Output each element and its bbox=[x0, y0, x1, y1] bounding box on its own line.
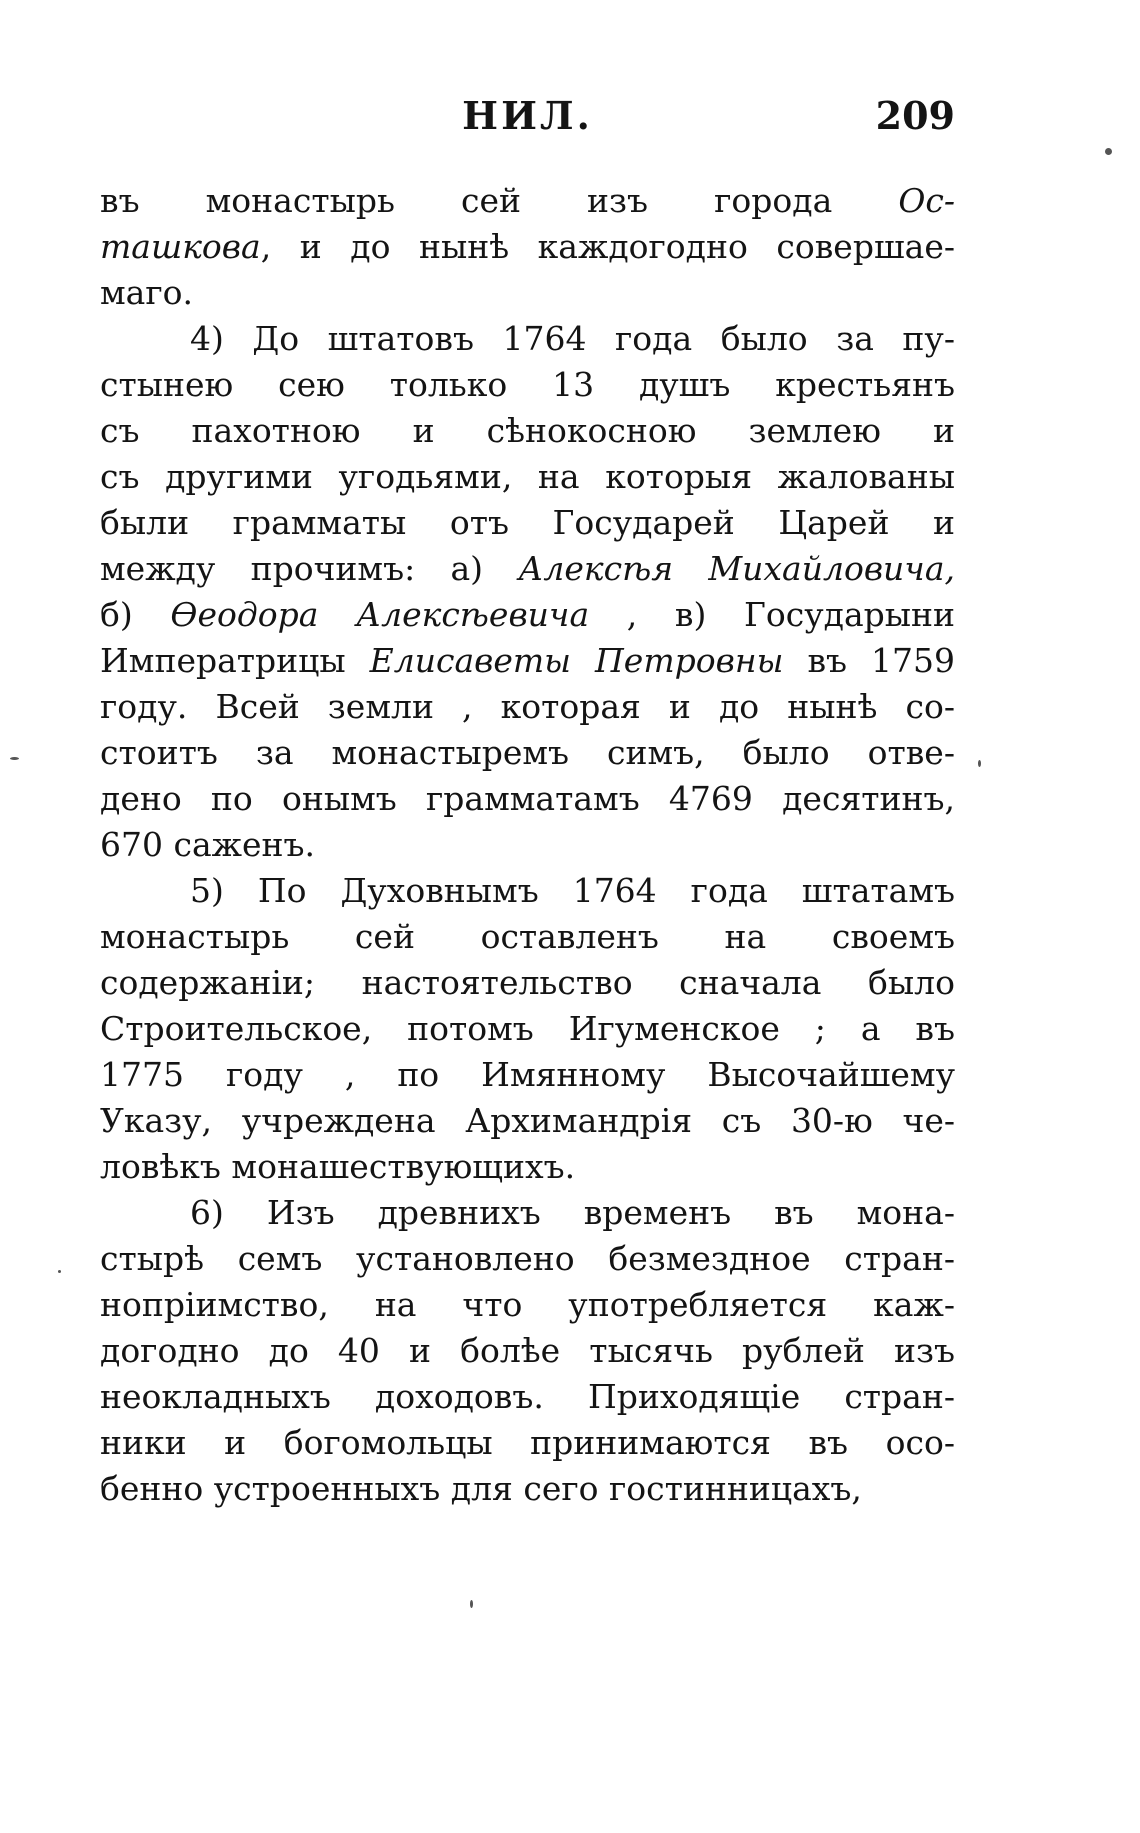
text-line bbox=[100, 546, 955, 592]
italic-name-segment: Ос- bbox=[898, 181, 955, 220]
italic-name-segment: ташкова bbox=[100, 227, 261, 266]
body-text bbox=[100, 178, 955, 1512]
page-header bbox=[100, 86, 955, 146]
text-segment: 670 саженъ. bbox=[100, 825, 315, 864]
text-segment: неокладныхъ доходовъ. Приходящіе стран- bbox=[100, 1377, 955, 1416]
text-segment: Указу, учреждена Архимандрія съ 30-ю че- bbox=[100, 1101, 955, 1140]
scan-speck bbox=[978, 760, 981, 767]
text-segment: ловѣкъ монашествующихъ. bbox=[100, 1147, 576, 1186]
text-segment: въ 1759 bbox=[783, 641, 955, 680]
text-segment: , и до нынѣ каждогодно совершае- bbox=[260, 227, 955, 266]
text-line bbox=[100, 1006, 955, 1052]
text-segment: б) bbox=[100, 595, 171, 634]
scan-speck bbox=[10, 757, 19, 760]
text-segment: содержаніи; настоятельство сначала было bbox=[100, 963, 955, 1002]
text-segment: съ пахотною и сѣнокосною землею и bbox=[100, 411, 955, 450]
text-line bbox=[100, 1328, 955, 1374]
text-segment: догодно до 40 и болѣе тысячь рублей изъ bbox=[100, 1331, 955, 1370]
text-line bbox=[100, 592, 955, 638]
scan-speck bbox=[470, 1600, 473, 1608]
text-segment: 4) До штатовъ 1764 года было за пу- bbox=[190, 319, 955, 358]
text-line bbox=[100, 822, 955, 868]
text-line bbox=[100, 1098, 955, 1144]
text-line bbox=[100, 1236, 955, 1282]
text-line bbox=[100, 1144, 955, 1190]
text-segment: дено по онымъ грамматамъ 4769 десятинъ, bbox=[100, 779, 955, 818]
text-segment: бенно устроенныхъ для сего гостинницахъ, bbox=[100, 1469, 862, 1508]
text-segment: съ другими угодьями, на которыя жалованы bbox=[100, 457, 955, 496]
text-line bbox=[100, 1052, 955, 1098]
text-line bbox=[100, 408, 955, 454]
text-line bbox=[100, 776, 955, 822]
text-segment: между прочимъ: а) bbox=[100, 549, 519, 588]
text-line bbox=[100, 224, 955, 270]
text-segment: стынею сею только 13 душъ крестьянъ bbox=[100, 365, 955, 404]
text-segment: году. Всей земли , которая и до нынѣ со- bbox=[100, 687, 955, 726]
text-segment: стырѣ семъ установлено безмездное стран- bbox=[100, 1239, 955, 1278]
text-line bbox=[100, 960, 955, 1006]
text-segment: Императрицы bbox=[100, 641, 370, 680]
text-line bbox=[100, 362, 955, 408]
text-line bbox=[100, 1374, 955, 1420]
text-line bbox=[100, 1466, 955, 1512]
scan-speck bbox=[58, 1270, 61, 1273]
text-segment: монастырь сей оставленъ на своемъ bbox=[100, 917, 955, 956]
text-segment: 1775 году , по Имянному Высочайшему bbox=[100, 1055, 955, 1094]
text-segment: 5) По Духовнымъ 1764 года штатамъ bbox=[190, 871, 955, 910]
running-title: НИЛ. bbox=[462, 93, 593, 138]
text-line bbox=[100, 684, 955, 730]
text-line bbox=[100, 730, 955, 776]
text-line bbox=[100, 316, 955, 362]
text-line bbox=[100, 178, 955, 224]
text-segment: въ монастырь сей изъ города bbox=[100, 181, 899, 220]
scan-speck bbox=[1105, 148, 1112, 155]
text-line bbox=[100, 638, 955, 684]
text-line bbox=[100, 1420, 955, 1466]
text-line bbox=[100, 1282, 955, 1328]
text-line bbox=[100, 868, 955, 914]
text-line bbox=[100, 914, 955, 960]
italic-name-segment: Алексѣя Михайловича, bbox=[518, 549, 955, 588]
text-segment: стоитъ за монастыремъ симъ, было отве- bbox=[100, 733, 955, 772]
text-segment: 6) Изъ древнихъ временъ въ мона- bbox=[190, 1193, 955, 1232]
text-segment: , в) Государыни bbox=[589, 595, 956, 634]
text-line bbox=[100, 270, 955, 316]
italic-name-segment: Өеодора Алексѣевича bbox=[170, 595, 590, 634]
text-segment: были грамматы отъ Государей Царей и bbox=[100, 503, 955, 542]
text-segment: Строительское, потомъ Игуменское ; а въ bbox=[100, 1009, 955, 1048]
text-segment: ники и богомольцы принимаются въ осо- bbox=[100, 1423, 955, 1462]
text-line bbox=[100, 1190, 955, 1236]
italic-name-segment: Елисаветы Петровны bbox=[369, 641, 784, 680]
page-number: 209 bbox=[875, 93, 955, 138]
text-line bbox=[100, 454, 955, 500]
text-line bbox=[100, 500, 955, 546]
text-segment: маго. bbox=[100, 273, 193, 312]
text-segment: нопріимство, на что употребляется каж- bbox=[100, 1285, 955, 1324]
